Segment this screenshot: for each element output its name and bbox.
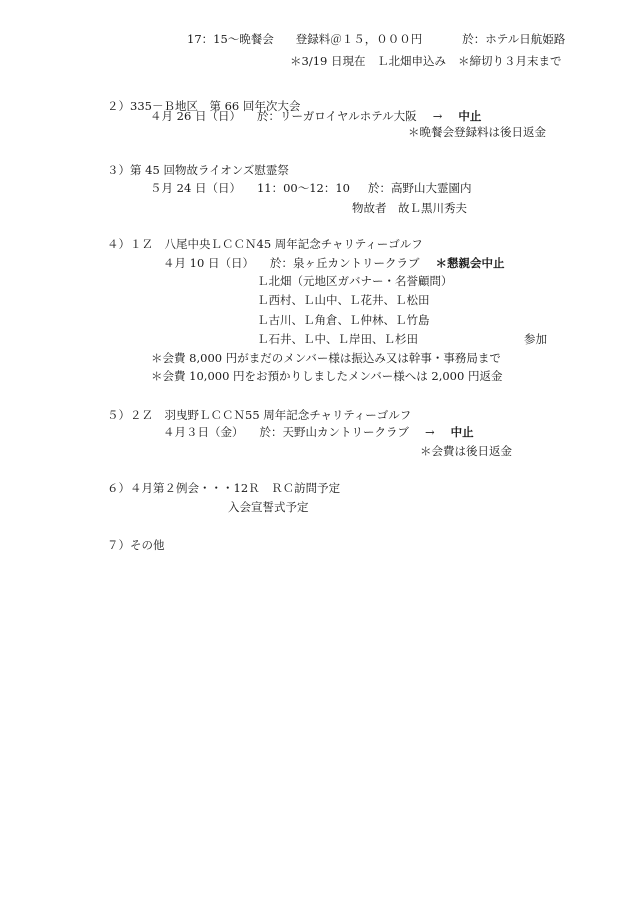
section-5-note: ＊会費は後日返金 <box>420 444 512 458</box>
section-2-status: 中止 <box>458 109 482 123</box>
section-6-heading: ６）４月第２例会・・・12Ｒ ＲＣ訪問予定 <box>107 481 341 495</box>
section-4-date: ４月 10 日（日） <box>163 256 254 270</box>
section-5-venue: 於：天野山カントリークラブ <box>259 425 409 439</box>
member-line: Ｌ石井、Ｌ中、Ｌ岸田、Ｌ杉田 <box>257 332 418 346</box>
section-2-detail <box>150 111 481 123</box>
member-line: Ｌ古川、Ｌ角倉、Ｌ仲林、Ｌ竹島 <box>257 313 430 327</box>
section-6-sub: 入会宣誓式予定 <box>228 500 309 514</box>
section-2-venue: 於：リーガロイヤルホテル大阪 <box>256 109 417 123</box>
deadline-note: ＊締切り３月末まで <box>457 54 562 68</box>
member-line: Ｌ北畑（元地区ガバナー・名誉顧問） <box>257 274 453 288</box>
section-4-venue: 於：泉ヶ丘カントリークラブ <box>269 256 420 270</box>
section-5-heading: ５）２Ｚ 羽曳野ＬＣＣＮ55 周年記念チャリティーゴルフ <box>107 408 412 422</box>
section-3-detail <box>150 183 472 195</box>
registration-fee: 登録料＠１５，０００円 <box>295 32 423 46</box>
section-4-note: ＊会費 10,000 円をお預かりしましたメンバー様へは 2,000 円返金 <box>151 369 503 383</box>
arrow-icon: → <box>432 109 443 123</box>
section-2-date: ４月 26 日（日） <box>150 109 241 123</box>
section-2-note: ＊晩餐会登録料は後日返金 <box>408 125 546 139</box>
member-line: Ｌ西村、Ｌ山中、Ｌ花井、Ｌ松田 <box>257 293 430 307</box>
application-status-line <box>290 56 561 68</box>
dinner-line <box>187 34 565 46</box>
dinner-venue: 於：ホテル日航姫路 <box>462 32 566 46</box>
application-status: ＊3/19 日現在 Ｌ北畑申込み <box>290 54 446 68</box>
section-3-date: ５月 24 日（日） <box>150 181 241 195</box>
section-7-heading: ７）その他 <box>107 538 165 552</box>
section-3-deceased: 物故者 故Ｌ黒川秀夫 <box>352 201 467 215</box>
participation-label: 参加 <box>524 332 547 346</box>
section-4-detail <box>163 258 504 270</box>
dinner-time: 17：15～晩餐会 <box>187 32 274 46</box>
section-5-status: 中止 <box>450 425 474 439</box>
section-3-heading: ３）第 45 回物故ライオンズ慰霊祭 <box>107 163 289 177</box>
section-4-note: ＊会費 8,000 円がまだのメンバー様は振込み又は幹事・事務局まで <box>151 351 501 365</box>
arrow-icon: → <box>425 425 435 439</box>
section-3-time: 11：00～12：10 <box>256 181 350 195</box>
section-5-detail <box>163 427 474 439</box>
section-4-heading: ４）１Ｚ 八尾中央ＬＣＣＮ45 周年記念チャリティーゴルフ <box>107 237 423 251</box>
section-5-date: ４月３日（金） <box>163 425 244 439</box>
section-2-heading: ２）335－Ｂ地区 第 66 回年次大会 <box>107 99 301 113</box>
section-4-status: ＊懇親会中止 <box>435 256 505 270</box>
section-3-venue: 於：高野山大霊園内 <box>368 181 472 195</box>
